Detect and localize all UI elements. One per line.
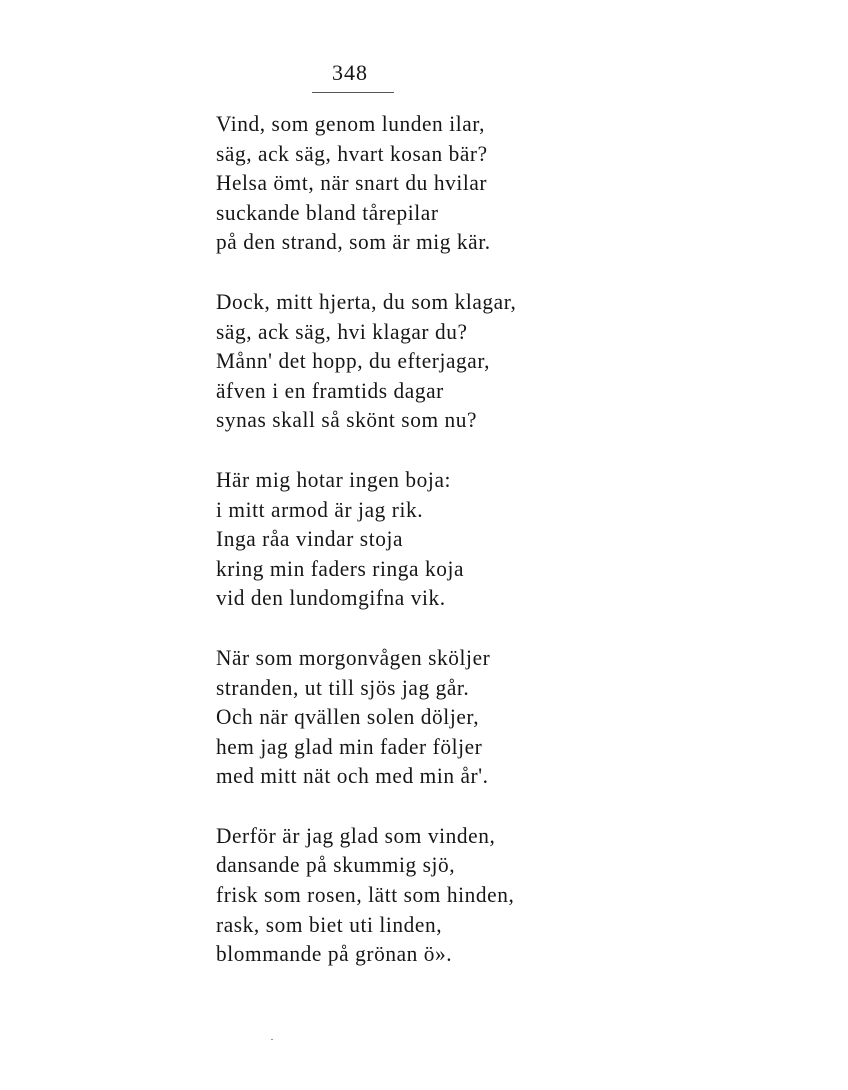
- poem: [216, 109, 776, 999]
- poem-line: Månn' det hopp, du efterjagar,: [216, 348, 491, 374]
- poem-line: äfven i en framtids dagar: [216, 377, 444, 403]
- poem-line: blommande på grönan ö».: [216, 941, 453, 967]
- stanza-5: [216, 821, 776, 969]
- poem-line: När som morgonvågen sköljer: [216, 644, 491, 670]
- poem-line: kring min faders ringa koja: [216, 555, 465, 581]
- stanza-4: [216, 643, 776, 791]
- stanza-2: [216, 287, 776, 435]
- poem-line: vid den lundomgifna vik.: [216, 585, 446, 611]
- poem-line: säg, ack säg, hvi klagar du?: [216, 318, 468, 344]
- poem-line: Dock, mitt hjerta, du som klagar,: [216, 288, 517, 314]
- stanza-1: [216, 109, 776, 257]
- poem-line: med mitt nät och med min år'.: [216, 763, 489, 789]
- poem-line: Här mig hotar ingen boja:: [216, 466, 452, 492]
- poem-line: synas skall så skönt som nu?: [216, 407, 478, 433]
- scan-speck: [271, 1039, 273, 1040]
- poem-line: rask, som biet uti linden,: [216, 911, 443, 937]
- poem-line: i mitt armod är jag rik.: [216, 496, 424, 522]
- poem-line: Och när qvällen solen döljer,: [216, 704, 480, 730]
- stanza-3: [216, 465, 776, 613]
- poem-line: dansande på skummig sjö,: [216, 852, 456, 878]
- poem-line: suckande bland tårepilar: [216, 199, 439, 225]
- page-number-rule: [312, 92, 394, 93]
- poem-line: hem jag glad min fader följer: [216, 733, 483, 759]
- page-number: 348: [332, 60, 368, 85]
- poem-line: Derför är jag glad som vinden,: [216, 822, 496, 848]
- poem-line: Vind, som genom lunden ilar,: [216, 111, 486, 136]
- poem-line: säg, ack säg, hvart kosan bär?: [216, 140, 488, 166]
- poem-line: på den strand, som är mig kär.: [216, 229, 491, 255]
- poem-line: Helsa ömt, när snart du hvilar: [216, 170, 488, 196]
- poem-line: Inga råa vindar stoja: [216, 526, 404, 552]
- poem-line: frisk som rosen, lätt som hinden,: [216, 882, 515, 908]
- poem-line: stranden, ut till sjös jag går.: [216, 674, 470, 700]
